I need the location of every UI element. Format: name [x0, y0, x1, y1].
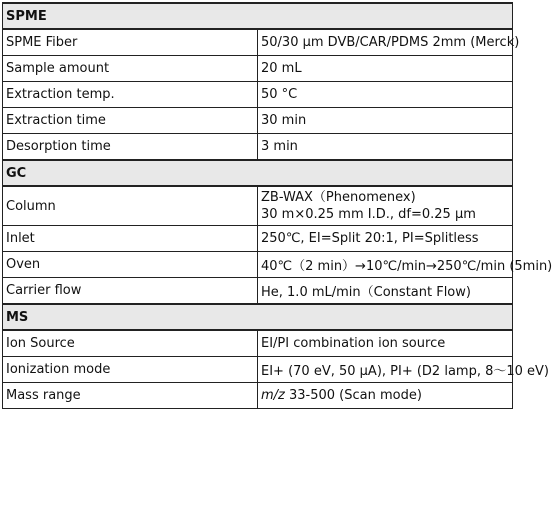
row-value: EI+ (70 eV, 50 μA), PI+ (D2 lamp, 8～10 eV) [258, 357, 513, 383]
row-value: 250℃, EI=Split 20:1, PI=Splitless [258, 226, 513, 252]
table-row [3, 383, 513, 409]
row-value-line: ZB-WAX（Phenomenex) [261, 190, 416, 205]
row-label: Ionization mode [3, 357, 258, 383]
parameters-table [2, 2, 552, 409]
row-value: He, 1.0 mL/min（Constant Flow) [258, 278, 513, 305]
table-row [3, 252, 513, 278]
row-label: Ion Source [3, 330, 258, 357]
row-label: Extraction time [3, 108, 258, 134]
row-value [258, 186, 513, 226]
table-row [3, 56, 513, 82]
section-title: SPME [3, 3, 513, 29]
section-title: GC [3, 160, 513, 186]
table-row [3, 226, 513, 252]
row-value-text: 33-500 (Scan mode) [284, 388, 422, 403]
row-label: Inlet [3, 226, 258, 252]
row-label: Column [3, 186, 258, 226]
table-row [3, 357, 513, 383]
section-header-spme [3, 3, 513, 29]
row-value: 50 °C [258, 82, 513, 108]
row-value: 20 mL [258, 56, 513, 82]
row-label: Carrier flow [3, 278, 258, 305]
table-row [3, 186, 513, 226]
row-value: EI/PI combination ion source [258, 330, 513, 357]
row-value: 3 min [258, 134, 513, 161]
row-value: 50/30 μm DVB/CAR/PDMS 2mm (Merck) [258, 29, 513, 56]
table-row [3, 134, 513, 161]
mz-prefix: m/z [261, 388, 285, 403]
row-label: Desorption time [3, 134, 258, 161]
row-value-line: 30 m×0.25 mm I.D., df=0.25 μm [261, 207, 476, 222]
table-row [3, 330, 513, 357]
row-value: 30 min [258, 108, 513, 134]
row-value [258, 383, 513, 409]
row-label: SPME Fiber [3, 29, 258, 56]
table-row [3, 278, 513, 305]
section-title: MS [3, 304, 513, 330]
table-row [3, 29, 513, 56]
row-label: Sample amount [3, 56, 258, 82]
section-header-ms [3, 304, 513, 330]
table-row [3, 82, 513, 108]
row-label: Extraction temp. [3, 82, 258, 108]
row-label: Oven [3, 252, 258, 278]
row-value: 40℃（2 min）→10℃/min→250℃/min (5min) [258, 252, 513, 278]
row-label: Mass range [3, 383, 258, 409]
section-header-gc [3, 160, 513, 186]
table-row [3, 108, 513, 134]
